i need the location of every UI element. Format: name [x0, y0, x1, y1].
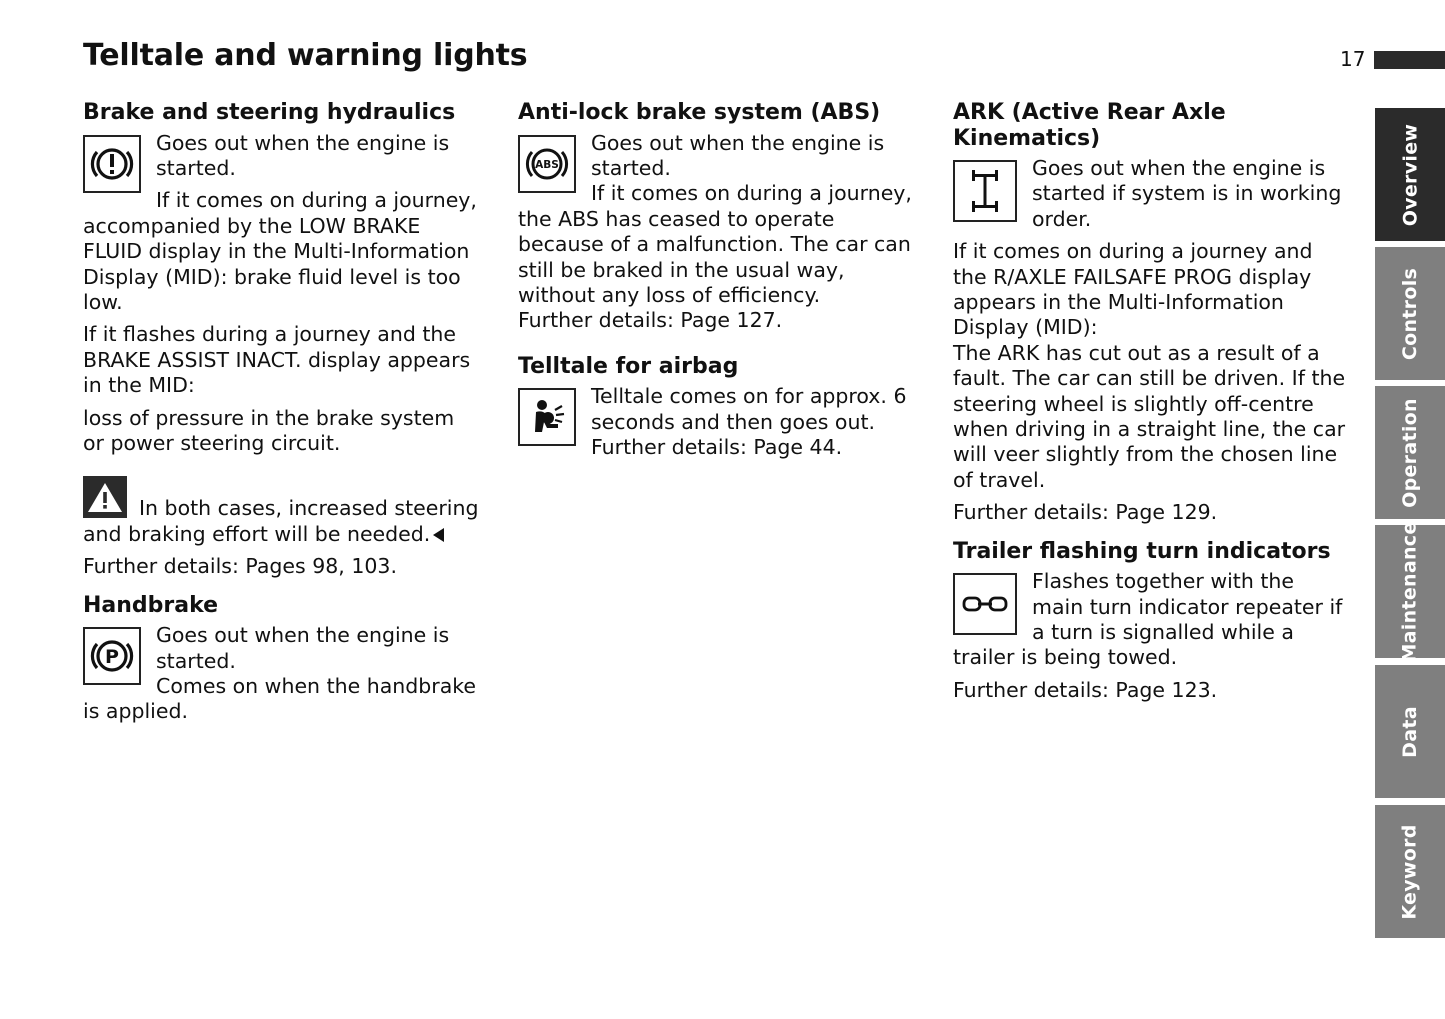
brake-hydraulics-text-1: Goes out when the engine is started.: [156, 130, 450, 180]
ark-text-2: If it comes on during a journey and the R/AXLE FAILSAFE PROG display appears in the Multi-Information Display (MID):: [953, 239, 1313, 340]
column-left: [83, 100, 481, 732]
end-of-note-icon: [433, 528, 444, 542]
trailer-text-1: Flashes together with the main turn indicator repeater if a turn is signalled while a trailer is being towed.: [953, 569, 1343, 670]
page-number: 17: [1340, 47, 1366, 71]
abs-details: Further details: Page 127.: [518, 308, 783, 333]
trailer-indicator-icon: [953, 573, 1017, 635]
brake-hydraulics-text-2: If it comes on during a journey, accompanied by the LOW BRAKE FLUID display in the Multi-Information Display (MID): brake fluid level is too low.: [83, 188, 477, 314]
ark-text-1: Goes out when the engine is started if system is in working order.: [1032, 156, 1342, 231]
brake-hydraulics-text-4: loss of pressure in the brake system or power steering circuit.: [83, 405, 455, 455]
svg-text:P: P: [105, 646, 119, 669]
brake-hydraulics-text-3: If it flashes during a journey and the BRAKE ASSIST INACT. display appears in the MID:: [83, 322, 471, 398]
abs-text-1: Goes out when the engine is started.: [591, 130, 885, 180]
ark-details: Further details: Page 129.: [953, 500, 1218, 525]
ark-text-3: The ARK has cut out as a result of a fault. The car can still be driven. If the steering wheel is slightly off-centre when driving in a straight line, the car will veer slightly from the chosen line of travel.: [953, 340, 1346, 492]
abs-icon-label: ABS: [535, 158, 559, 171]
tab-maintenance[interactable]: Maintenance: [1375, 525, 1445, 658]
airbag-icon: [518, 388, 576, 446]
tab-keyword[interactable]: Keyword: [1375, 805, 1445, 938]
caution-note: [83, 476, 481, 547]
trailer-details: Further details: Page 123.: [953, 677, 1218, 702]
section-heading-abs: Anti-lock brake system (ABS): [518, 100, 881, 125]
column-right: [953, 100, 1351, 710]
rear-axle-icon: [953, 160, 1017, 222]
section-heading-brake-hydraulics: Brake and steering hydraulics: [83, 100, 456, 125]
abs-text-2: If it comes on during a journey, the ABS has ceased to operate because of a malfunction. The car can still be braked in the usual way, without any loss of efficiency.: [518, 181, 912, 307]
page-title: Telltale and warning lights: [83, 38, 528, 73]
page-number-bar: [1374, 51, 1445, 69]
parking-brake-icon: [83, 627, 141, 685]
tab-controls[interactable]: Controls: [1375, 247, 1445, 380]
handbrake-text-1: Goes out when the engine is started.: [156, 623, 450, 673]
brake-warning-icon: [83, 135, 141, 193]
abs-icon: [518, 135, 576, 193]
brake-hydraulics-details: Further details: Pages 98, 103.: [83, 554, 397, 579]
section-heading-trailer: Trailer flashing turn indicators: [953, 538, 1331, 564]
airbag-details: Further details: Page 44.: [591, 435, 843, 460]
tab-operation[interactable]: Operation: [1375, 386, 1445, 519]
caution-triangle-icon: [83, 476, 127, 518]
section-heading-handbrake: Handbrake: [83, 592, 219, 618]
section-heading-ark: ARK (Active Rear Axle Kinematics): [953, 100, 1226, 151]
column-middle: [518, 100, 916, 467]
tab-overview[interactable]: Overview: [1375, 108, 1445, 241]
caution-text: In both cases, increased steering and braking effort will be needed.: [83, 496, 479, 546]
airbag-text-1: Telltale comes on for approx. 6 seconds and then goes out.: [591, 384, 907, 434]
handbrake-text-2: Comes on when the handbrake is applied.: [83, 673, 477, 724]
tab-data[interactable]: Data: [1375, 665, 1445, 798]
section-heading-airbag: Telltale for airbag: [518, 353, 739, 379]
